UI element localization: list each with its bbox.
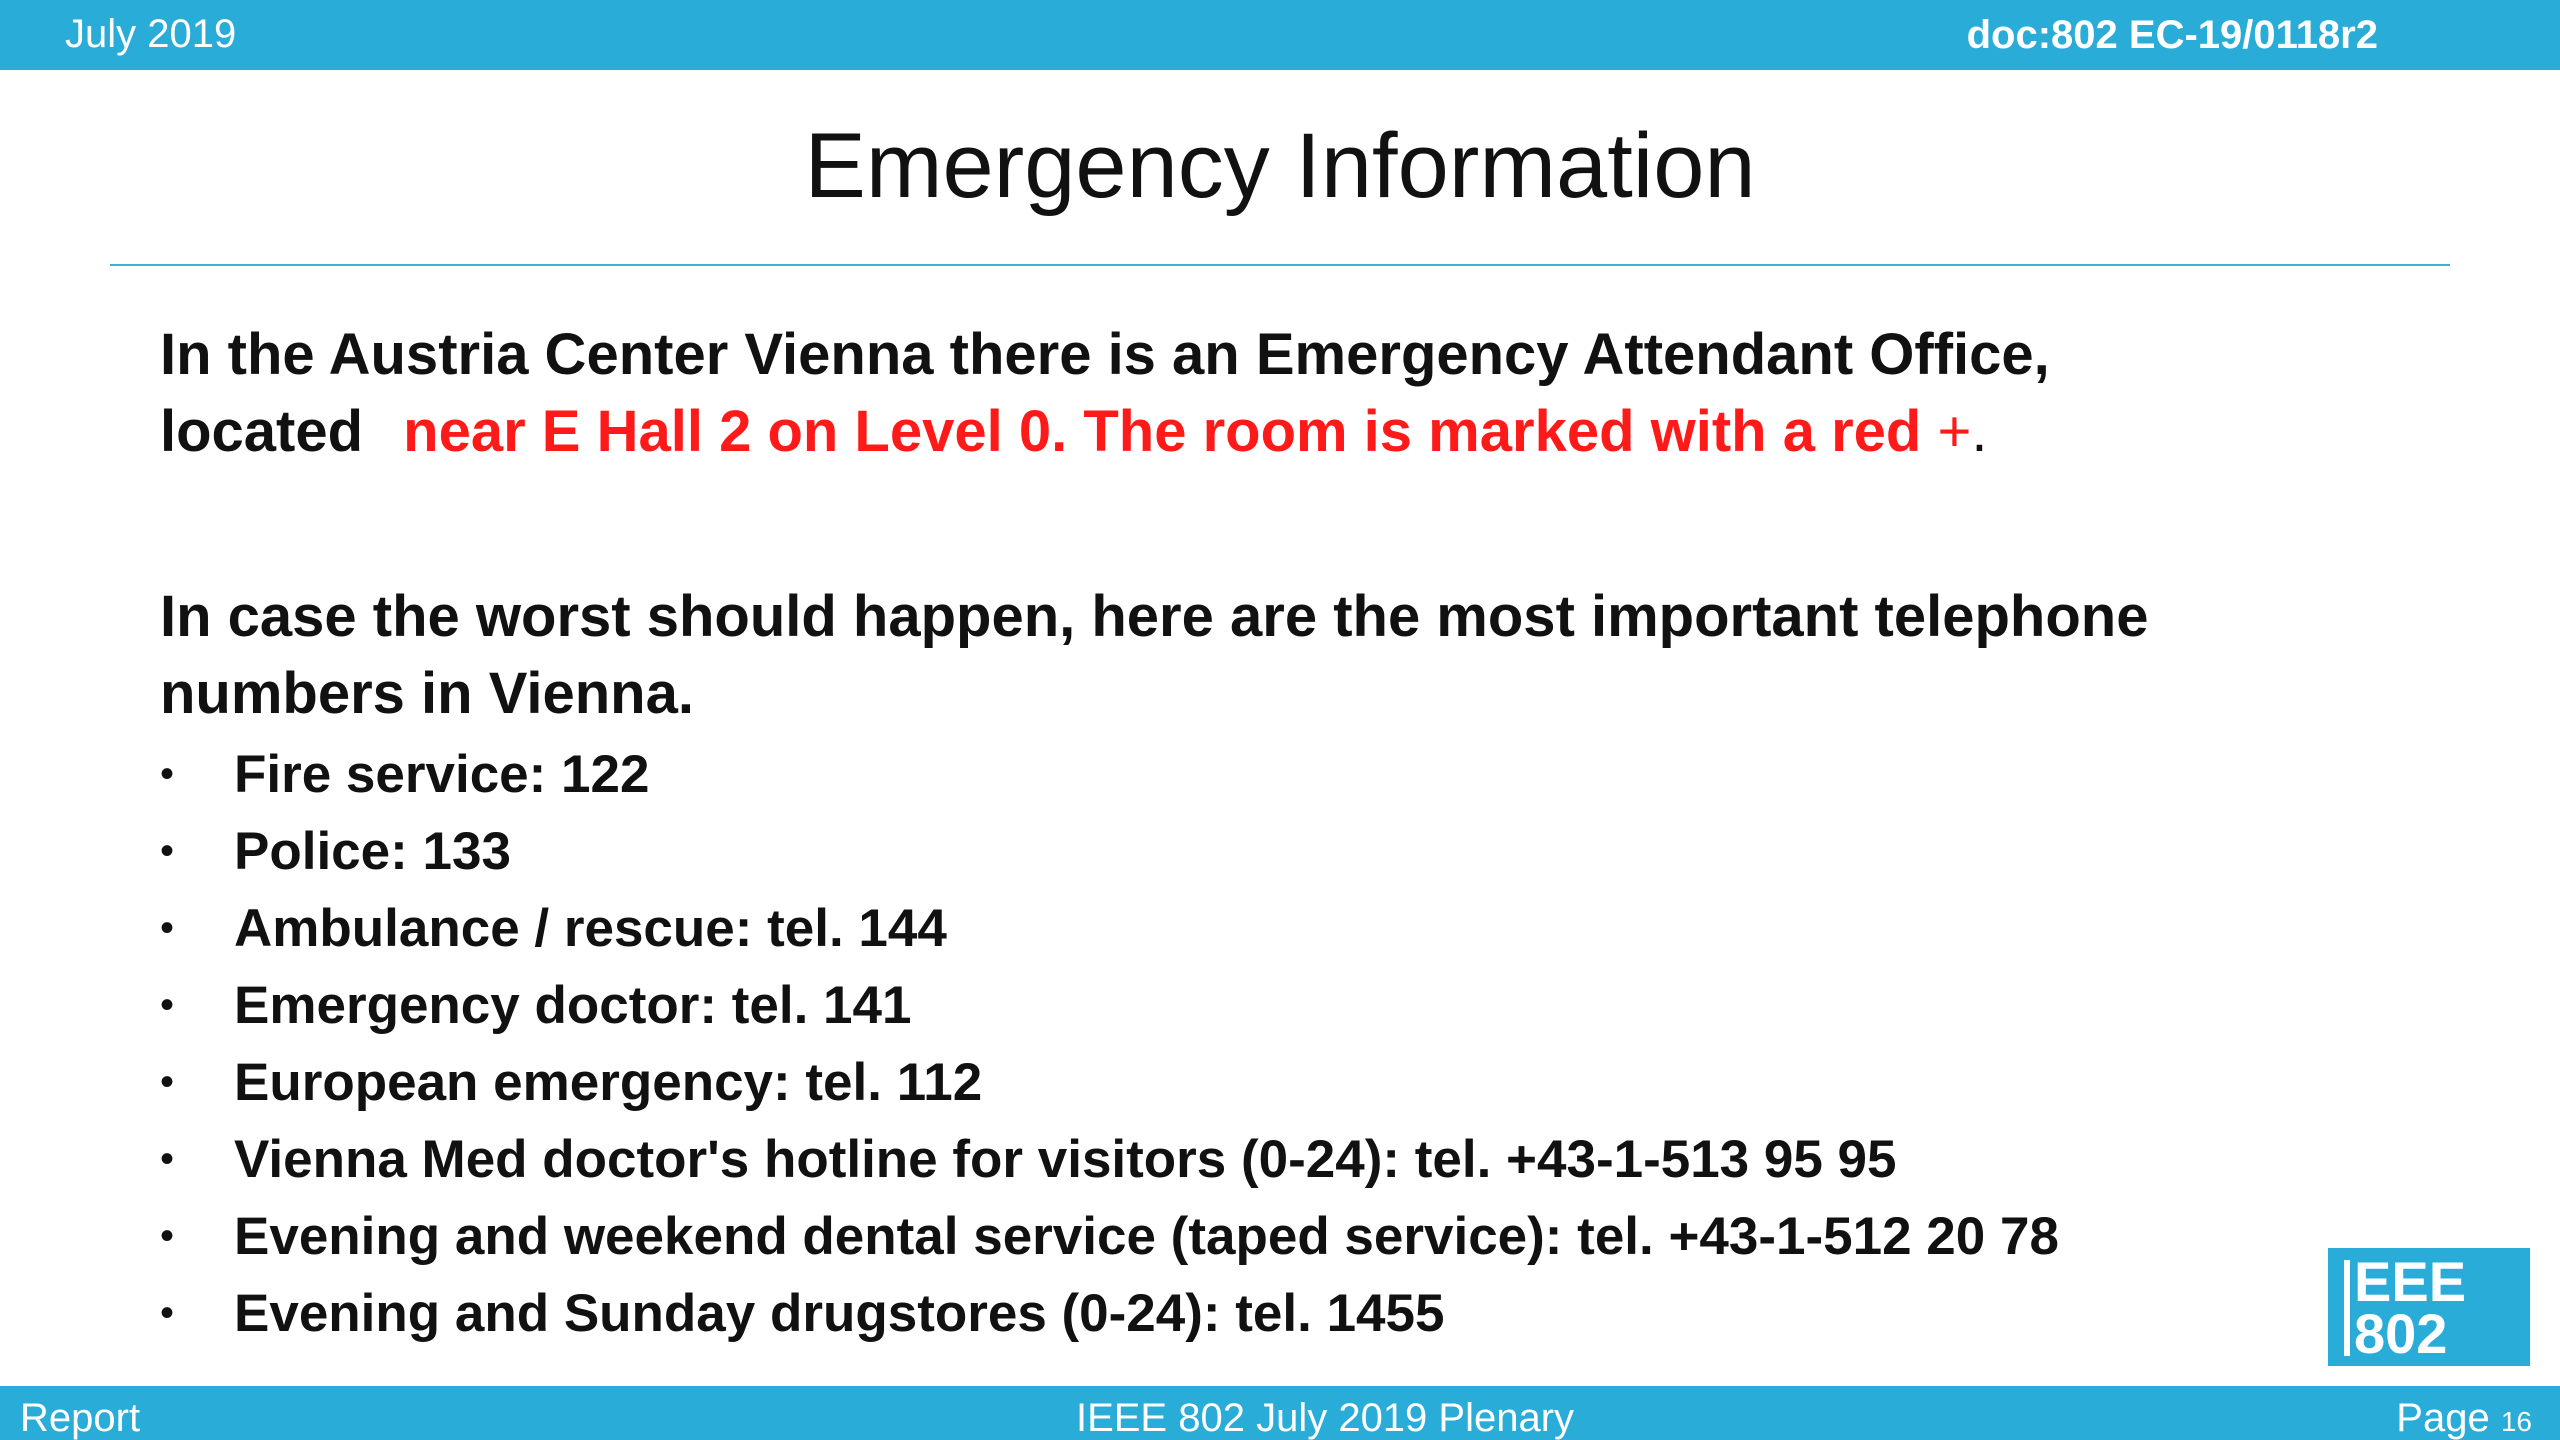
title-divider	[110, 264, 2450, 266]
bullet-icon: •	[160, 906, 175, 950]
list-item-text: Evening and Sunday drugstores (0-24): tel. 1455	[234, 1284, 1445, 1343]
bullet-icon: •	[160, 829, 175, 873]
bullet-icon: •	[160, 983, 175, 1027]
list-item-text: European emergency: tel. 112	[234, 1053, 983, 1112]
footer-page	[2396, 1398, 2532, 1438]
bullet-icon: •	[160, 1291, 175, 1335]
list-item-text: Ambulance / rescue: tel. 144	[234, 899, 947, 958]
bullet-icon: •	[160, 1214, 175, 1258]
bullet-icon: •	[160, 1060, 175, 1104]
list-item-text: Vienna Med doctor's hotline for visitors (0-24): tel. +43-1-513 95 95	[234, 1130, 1897, 1189]
bullet-icon: •	[160, 1137, 175, 1181]
intro-paragraph	[160, 316, 2360, 470]
list-item-text: Fire service: 122	[234, 745, 650, 804]
header-doc-id: doc:802 EC-19/0118r2	[1966, 13, 2378, 57]
bullet-icon: •	[160, 752, 175, 796]
logo-text-802: 802	[2354, 1302, 2448, 1365]
list-item-text: Evening and weekend dental service (taped service): tel. +43-1-512 20 78	[234, 1207, 2059, 1266]
header-date: July 2019	[65, 12, 237, 56]
slide-title: Emergency Information	[804, 115, 1756, 217]
intro-line-2-end: .	[1971, 399, 1988, 464]
intro-line-1: In the Austria Center Vienna there is an Emergency Attendant Office,	[160, 322, 2050, 387]
phone-intro-paragraph: In case the worst should happen, here are the most important telephone numbers in Vienna.	[160, 584, 2149, 726]
list-item-text: Emergency doctor: tel. 141	[234, 976, 912, 1035]
header-bar	[0, 0, 2560, 70]
page-number: 16	[2500, 1406, 2532, 1437]
logo-text-eee: EEE	[2354, 1250, 2467, 1313]
intro-line-2-prefix: located	[160, 399, 380, 464]
location-highlight: near E Hall 2 on Level 0. The room is marked with a red	[403, 399, 1938, 464]
page-label: Page	[2396, 1396, 2490, 1440]
logo-bar-icon	[2344, 1260, 2350, 1356]
footer-meeting-title: IEEE 802 July 2019 Plenary	[1075, 1396, 1575, 1440]
red-plus-symbol: +	[1937, 399, 1972, 464]
list-item-text: Police: 133	[234, 822, 511, 881]
ieee-802-logo	[2328, 1248, 2530, 1366]
footer-bar	[0, 1386, 2560, 1440]
footer-report-label: Report	[20, 1396, 141, 1440]
